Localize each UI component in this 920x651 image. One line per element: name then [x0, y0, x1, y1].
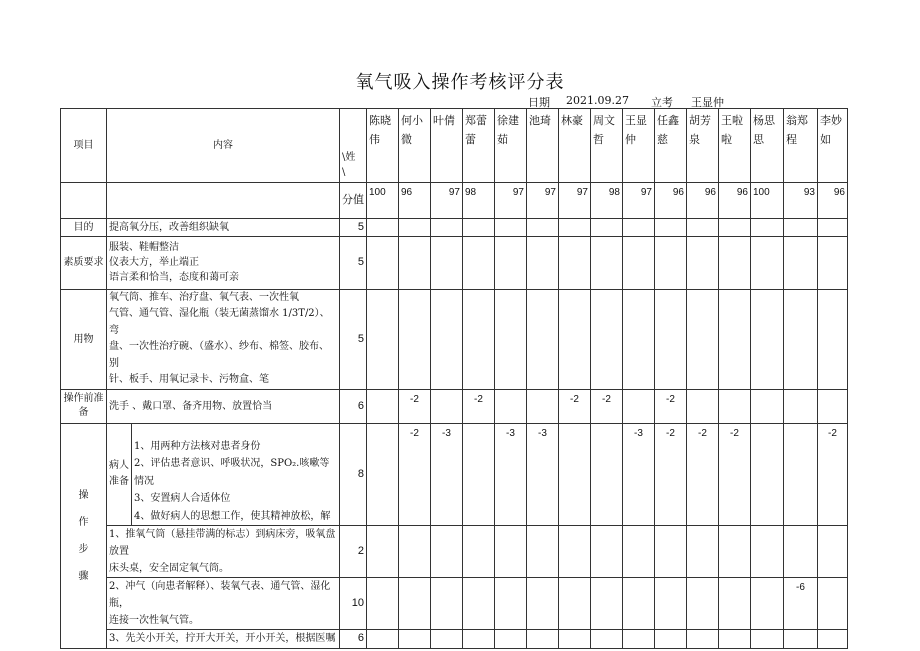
- item-purpose: 目的: [61, 219, 107, 237]
- content-line: 床头桌，安全固定氧气筒。: [109, 562, 229, 574]
- item-steps: [61, 423, 107, 648]
- deduction: [623, 389, 655, 423]
- name-cell: 徐建茹: [495, 109, 527, 183]
- deduction: [367, 389, 399, 423]
- content-line: 盘、一次性治疗碗、（盛水）、纱布、棉签、胶布、别: [109, 341, 329, 369]
- content-line: 氧气筒、推车、治疗盘、氧气表、一次性氧: [109, 291, 299, 303]
- content-line: 语言柔和恰当，态度和蔼可亲: [109, 272, 239, 283]
- deduction: [367, 423, 399, 525]
- date-label: 日期: [528, 96, 550, 109]
- deduction: -2: [559, 389, 591, 423]
- total-score: 96: [719, 183, 751, 219]
- header-content: 内容: [107, 109, 340, 183]
- deduction: [751, 423, 784, 525]
- deduction: [784, 423, 818, 525]
- purpose-content: 提高氧分压，改善组织缺氧: [107, 219, 340, 237]
- total-score: 97: [527, 183, 559, 219]
- deduction: [719, 577, 751, 629]
- score-table: [60, 108, 848, 649]
- deduction: [751, 389, 784, 423]
- content-line: 3、安置病人合适体位: [134, 493, 231, 504]
- prep-content: 洗手 、戴口罩、备齐用物、放置恰当: [107, 389, 340, 423]
- patient-prep-content: [107, 423, 340, 525]
- item-prep: 操作前准备: [61, 389, 107, 423]
- total-score: 97: [623, 183, 655, 219]
- name-cell: 池琦: [527, 109, 559, 183]
- deduction: -2: [655, 423, 687, 525]
- deduction: -2: [818, 423, 848, 525]
- deduction: [818, 577, 848, 629]
- total-score: 97: [559, 183, 591, 219]
- step2-points: 10: [340, 577, 367, 629]
- content-line: 连接一次性氧气管。: [109, 614, 199, 626]
- deduction: [719, 389, 751, 423]
- total-score: 96: [818, 183, 848, 219]
- deduction: [687, 577, 719, 629]
- name-cell: 王啦啦: [719, 109, 751, 183]
- step2-row: [61, 577, 848, 629]
- total-score: 96: [399, 183, 431, 219]
- purpose-points: 5: [340, 219, 367, 237]
- deduction: [591, 577, 623, 629]
- name-cell: 任鑫慈: [655, 109, 687, 183]
- name-cell: 叶倩: [431, 109, 463, 183]
- content-line: 2、评估患者意识、呼吸状况，SPO₂.咳嗽等情况: [134, 458, 330, 487]
- step3-row: [61, 629, 848, 648]
- step1-content: [107, 525, 340, 577]
- deduction: [431, 577, 463, 629]
- content-line: 4、做好病人的思想工作，使其精神放松，解: [134, 510, 331, 522]
- examiner-label: 立考: [651, 96, 673, 109]
- deduction: [559, 423, 591, 525]
- deduction: [495, 577, 527, 629]
- header-row: [61, 109, 848, 183]
- patient-prep-points: 8: [340, 423, 367, 525]
- deduction: -6: [784, 577, 818, 629]
- deduction: [463, 577, 495, 629]
- item-quality: 素质要求: [61, 236, 107, 289]
- name-cell: 胡芳泉: [687, 109, 719, 183]
- deduction: [751, 577, 784, 629]
- content-line: 1、用两种方法核对患者身份: [134, 440, 261, 452]
- steps-char: 骤: [78, 570, 89, 582]
- content-line: 服装、鞋帽整洁: [109, 242, 179, 253]
- deduction: -2: [655, 389, 687, 423]
- deduction: [431, 389, 463, 423]
- name-cell: 李妙如: [818, 109, 848, 183]
- deduction: -3: [431, 423, 463, 525]
- step3-content: 3、先关小开关，拧开大开关，开小开关，根据医嘱: [107, 629, 340, 648]
- deduction: [367, 577, 399, 629]
- deduction: [399, 577, 431, 629]
- totals-row: [61, 183, 848, 219]
- deduction: [559, 577, 591, 629]
- step1-points: 2: [340, 525, 367, 577]
- total-score: 93: [784, 183, 818, 219]
- name-cell: 翁郑程: [784, 109, 818, 183]
- step2-content: [107, 577, 340, 629]
- name-cell: 王显仲: [623, 109, 655, 183]
- examiner-value: 王显仲: [691, 96, 724, 109]
- name-cell: 林豪: [559, 109, 591, 183]
- supplies-row: [61, 289, 848, 389]
- purpose-row: [61, 219, 848, 237]
- deduction: [591, 423, 623, 525]
- supplies-points: 5: [340, 289, 367, 389]
- date-value: 2021.09.27: [566, 94, 629, 107]
- deduction: [527, 577, 559, 629]
- prep-row: [61, 389, 848, 423]
- total-score: 97: [495, 183, 527, 219]
- content-line: 仪表大方，举止端正: [109, 257, 199, 268]
- quality-row: [61, 236, 848, 289]
- step1-row: [61, 525, 848, 577]
- deduction: [818, 389, 848, 423]
- header-name-corner: [340, 109, 367, 183]
- corner-name-label: 姓: [345, 152, 356, 163]
- steps-char: 作: [78, 516, 89, 528]
- total-score: 98: [591, 183, 623, 219]
- total-score: 96: [687, 183, 719, 219]
- header-project: 项目: [61, 109, 107, 183]
- deduction: -2: [591, 389, 623, 423]
- corner-slash-2: \: [342, 167, 346, 178]
- name-cell: 杨思思: [751, 109, 784, 183]
- deduction: -3: [527, 423, 559, 525]
- name-cell: 郑蕾蕾: [463, 109, 495, 183]
- name-cell: 何小微: [399, 109, 431, 183]
- deduction: [687, 389, 719, 423]
- deduction: -2: [399, 423, 431, 525]
- deduction: [495, 389, 527, 423]
- supplies-content: [107, 289, 340, 389]
- name-cell: 陈晓伟: [367, 109, 399, 183]
- content-line: 2、冲气（向患者解释）、装氧气表、通气管、湿化瓶，: [109, 580, 331, 609]
- deduction: [463, 423, 495, 525]
- deduction: -2: [719, 423, 751, 525]
- total-score: 98: [463, 183, 495, 219]
- content-line: 气管、通气管、湿化瓶（装无菌蒸馏水 1/3T/2）、弯: [109, 308, 330, 336]
- deduction: -3: [623, 423, 655, 525]
- steps-char: 操: [78, 489, 89, 501]
- score-label: 分值: [340, 183, 367, 219]
- deduction: -2: [399, 389, 431, 423]
- quality-points: 5: [340, 236, 367, 289]
- corner-slash-1: \姓: [342, 152, 356, 163]
- deduction: [655, 577, 687, 629]
- quality-content: [107, 236, 340, 289]
- page-title: 氧气吸入操作考核评分表: [355, 72, 565, 93]
- total-score: 96: [655, 183, 687, 219]
- deduction: [623, 577, 655, 629]
- content-line: 针、板手、用氧记录卡、污物盒、笔: [109, 374, 269, 385]
- total-score: 100: [751, 183, 784, 219]
- step3-points: 6: [340, 629, 367, 648]
- steps-char: 步: [78, 543, 89, 555]
- name-cell: 周文哲: [591, 109, 623, 183]
- patient-prep-row: [61, 423, 848, 525]
- content-line: 1、推氧气筒（悬挂带满的标志）到病床旁，吸氧盘放置: [109, 528, 336, 557]
- deduction: [527, 389, 559, 423]
- total-score: 97: [431, 183, 463, 219]
- deduction: -2: [687, 423, 719, 525]
- deduction: -2: [463, 389, 495, 423]
- prep-points: 6: [340, 389, 367, 423]
- item-supplies: 用物: [61, 289, 107, 389]
- deduction: -3: [495, 423, 527, 525]
- patient-prep-sub: 病人准备: [109, 460, 129, 487]
- total-score: 100: [367, 183, 399, 219]
- deduction: [784, 389, 818, 423]
